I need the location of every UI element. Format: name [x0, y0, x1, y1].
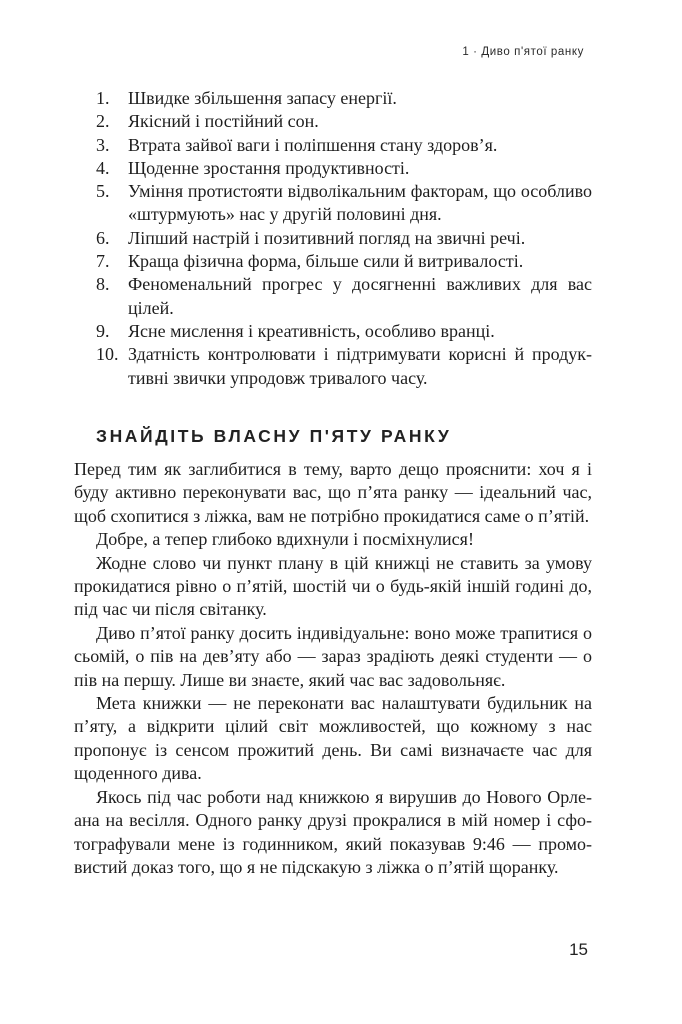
list-item — [96, 134, 592, 157]
list-item-text: Якісний і постійний сон. — [128, 111, 319, 132]
section-body — [74, 458, 592, 879]
list-item — [96, 250, 592, 273]
list-item — [96, 87, 592, 110]
list-item — [96, 227, 592, 250]
list-item-text: Уміння протистояти відволікальним факторам, що особливо «штурмують» нас у другій половині дня. — [128, 181, 592, 225]
list-item-number: 5. — [96, 181, 110, 202]
page-number: 15 — [569, 940, 588, 959]
list-item-number: 2. — [96, 111, 110, 132]
list-item-text: Швидке збільшення запасу енергії. — [128, 88, 397, 108]
running-header: 1 · Диво п'ятої ранку — [462, 46, 584, 58]
list-item-number: 10. — [96, 344, 119, 365]
paragraph: Мета книжки — не переконати вас налаштувати будильник на п’яту, а відкрити цілий світ можливостей, що кожному з нас пропонує із сенсом прожитий день. Ви самі визначаєте час для щоденного дива. — [74, 693, 592, 784]
benefits-list — [96, 87, 592, 390]
list-item-number: 4. — [96, 157, 110, 178]
list-item-text: Феноменальний прогрес у досягненні важливих для вас цілей. — [128, 274, 592, 318]
list-item — [96, 180, 592, 227]
paragraph: Диво п’ятої ранку досить індивідуальне: воно може трапитися о сьомій, о пів на дев’яту або — зараз зрадіють деякі студенти — о пів на першу. Лише ви знаєте, який час вас задовольняє. — [74, 622, 592, 690]
list-item — [96, 157, 592, 180]
list-item-number: 1. — [96, 88, 110, 108]
list-item-text: Ліпший настрій і позитивний погляд на звичні речі. — [128, 227, 526, 248]
list-item-number: 6. — [96, 227, 110, 248]
list-item-text: Краща фізична форма, більше сили й витривалості. — [128, 251, 524, 272]
list-item — [96, 273, 592, 320]
list-item-text: Щоденне зростання продуктивності. — [128, 157, 410, 178]
paragraph: Перед тим як заглибитися в тему, варто дещо прояснити: хоч я і буду активно переконувати вас, що п’ята ранку — ідеальний час, щоб схопитися з ліжка, вам не потрібно прокидатися саме о п’ятій. — [74, 459, 592, 526]
list-item-number: 9. — [96, 320, 110, 341]
list-item — [96, 320, 592, 343]
list-item-text: Втрата зайвої ваги і поліпшення стану здоров’я. — [128, 134, 498, 155]
list-item — [96, 343, 592, 390]
list-item-text: Ясне мислення і креативність, особливо вранці. — [128, 320, 495, 341]
section-heading: ЗНАЙДІТЬ ВЛАСНУ П'ЯТУ РАНКУ — [96, 426, 452, 446]
paragraph: Якось під час роботи над книжкою я вирушив до Нового Орлеана на весілля. Одного ранку друзі прокралися в мій номер і сфотографували мене із годинником, який показував 9:46 — промовистий доказ того, що я не підскакую з ліжка о п’ятій щоранку. — [74, 786, 592, 877]
list-item-number: 7. — [96, 251, 110, 272]
list-item-number: 8. — [96, 274, 110, 295]
list-item-text: Здатність контролювати і підтримувати корисні й продуктивні звички упродовж тривалого часу. — [128, 344, 592, 388]
paragraph: Жодне слово чи пункт плану в цій книжці не ставить за умову прокидатися рівно о п’ятій, шостій чи о будь-якій іншій годині до, під час чи після світанку. — [74, 552, 592, 620]
list-item-number: 3. — [96, 134, 110, 155]
paragraph: Добре, а тепер глибоко вдихнули і посміхнулися! — [96, 529, 474, 550]
list-item — [96, 110, 592, 133]
